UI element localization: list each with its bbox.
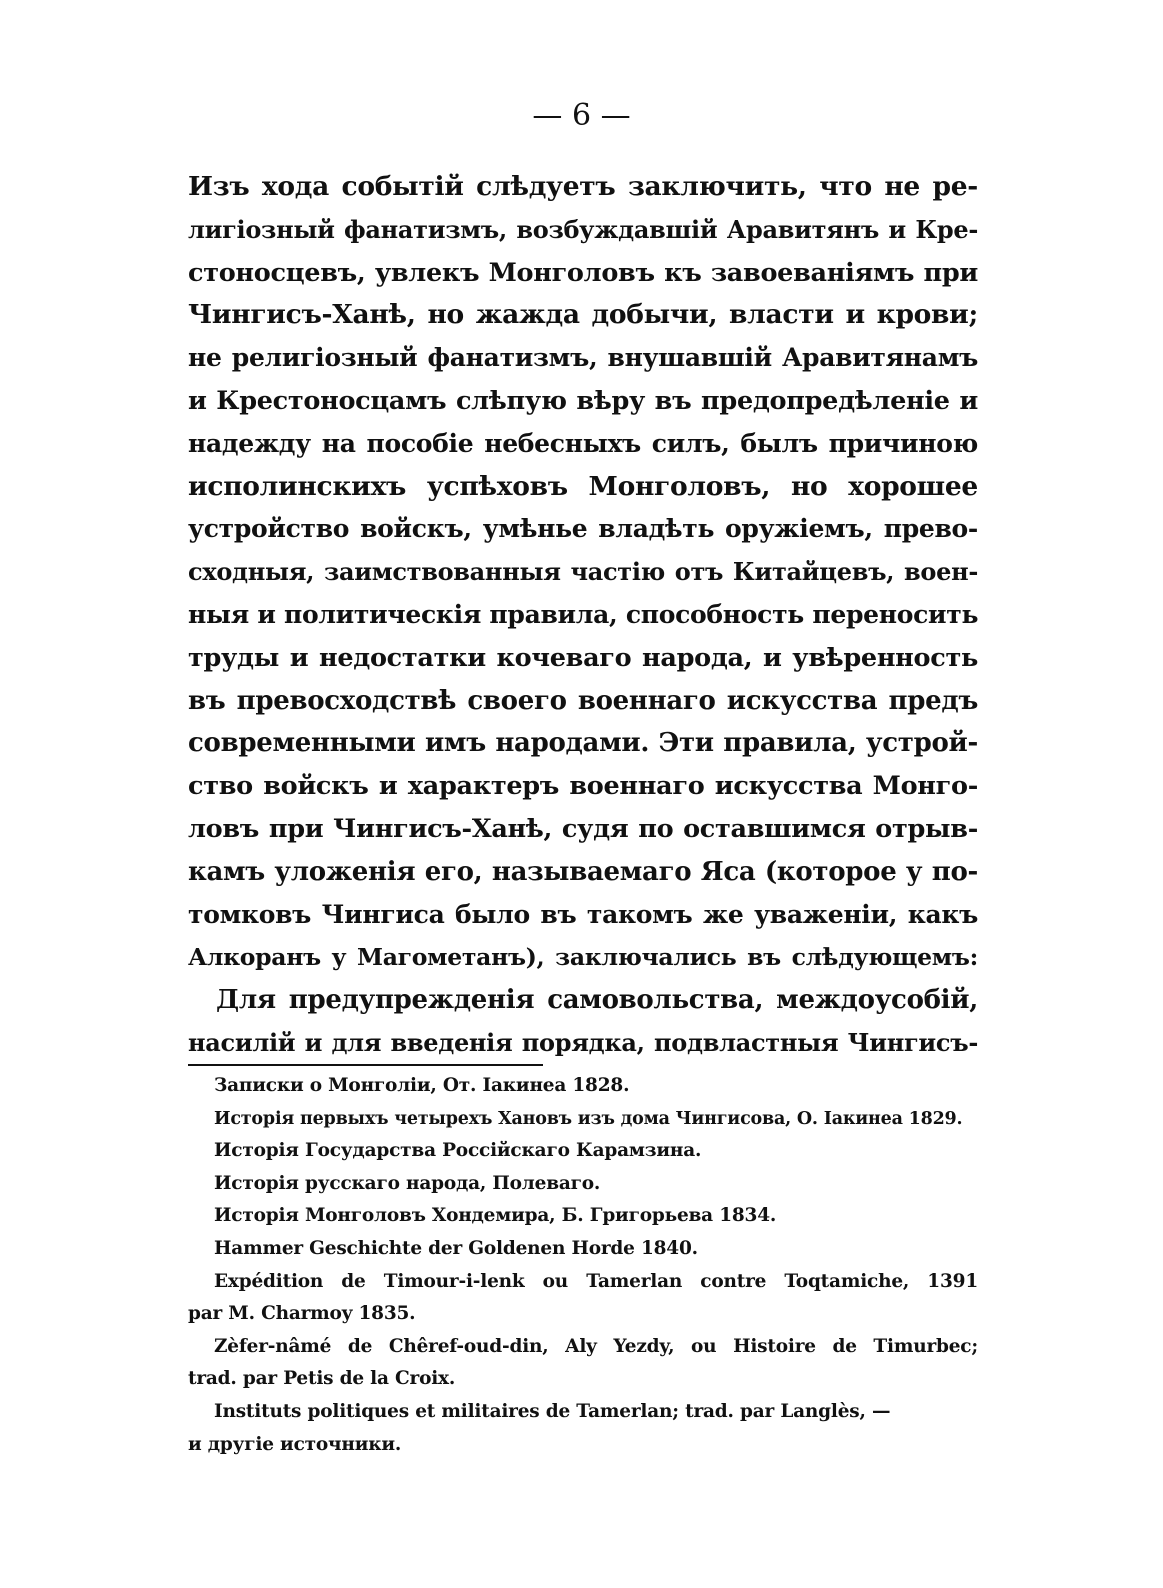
footnotes: [188, 1070, 978, 1461]
body-line: насилій и для введенія порядка, подвластныя Чингисъ-: [188, 1027, 978, 1057]
body-line: стоносцевъ, увлекъ Монголовъ къ завоеваніямъ при: [188, 257, 978, 288]
footnote-line: par M. Charmoy 1835.: [188, 1303, 416, 1325]
footnote-line: Исторія русскаго народа, Полеваго.: [214, 1172, 601, 1194]
footnote-line: Исторія Государства Россійскаго Карамзина.: [214, 1140, 702, 1162]
body-line: труды и недостатки кочеваго народа, и увѣренность: [188, 642, 978, 673]
footnote-line: и другіе источники.: [188, 1433, 402, 1455]
body-line: лигіозный фанатизмъ, возбуждавшій Аравитянъ и Кре-: [188, 214, 978, 244]
footnote-line: Expédition de Timour-i-lenk ou Tamerlan contre Toqtamiche, 1391: [214, 1270, 978, 1292]
footnote-line: Записки о Монголіи, От. Іакинеа 1828.: [214, 1075, 630, 1096]
body-line: Алкоранъ у Магометанъ), заключались въ слѣдующемъ:: [188, 943, 978, 972]
body-line: сходныя, заимствованныя частію отъ Китайцевъ, воен-: [188, 557, 978, 587]
footnote-line: Исторія первыхъ четырехъ Хановъ изъ дома Чингисова, О. Іакинеа 1829.: [214, 1108, 963, 1129]
body-line: Для предупрежденія самовольства, междоусобій,: [216, 985, 978, 1016]
page-number: — 6 —: [532, 98, 631, 133]
body-line: ныя и политическія правила, способность переносить: [188, 599, 979, 629]
body-line: камъ уложенія его, называемаго Яса (которое у по-: [188, 856, 978, 887]
body-line: ловъ при Чингисъ-Ханѣ, судя по оставшимся отрыв-: [188, 813, 978, 844]
body-line: современными имъ народами. Эти правила, устрой-: [188, 728, 978, 759]
body-line: надежду на пособіе небесныхъ силъ, былъ причиною: [188, 428, 978, 458]
body-line: не религіозный фанатизмъ, внушавшій Аравитянамъ: [188, 343, 978, 373]
footnote-divider: [188, 1064, 543, 1066]
body-line: устройство войскъ, умѣнье владѣть оружіемъ, прево-: [188, 514, 978, 544]
body-text: [188, 166, 978, 1065]
footnote-line: Исторія Монголовъ Хондемира, Б. Григорьева 1834.: [214, 1205, 777, 1227]
footnote-line: Hammer Geschichte der Goldenen Horde 1840.: [214, 1237, 698, 1259]
body-line: и Крестоносцамъ слѣпую вѣру въ предопредѣленіе и: [188, 385, 978, 416]
footnote-line: trad. par Petis de la Croix.: [188, 1368, 456, 1390]
body-line: Изъ хода событій слѣдуетъ заключить, что не ре-: [188, 171, 978, 202]
footnote-line: Instituts politiques et militaires de Tamerlan; trad. par Langlès, —: [214, 1400, 891, 1422]
body-line: въ превосходствѣ своего военнаго искусства предъ: [188, 685, 978, 716]
body-line: ство войскъ и характеръ военнаго искусства Монго-: [188, 771, 978, 802]
body-line: Чингисъ-Ханѣ, но жажда добычи, власти и крови;: [188, 299, 978, 331]
body-line: томковъ Чингиса было въ такомъ же уваженіи, какъ: [188, 899, 978, 929]
body-line: исполинскихъ успѣховъ Монголовъ, но хорошее: [188, 470, 978, 502]
footnote-line: Zèfer-nâmé de Chêref-oud-din, Aly Yezdy, ou Histoire de Timurbec;: [214, 1335, 978, 1357]
